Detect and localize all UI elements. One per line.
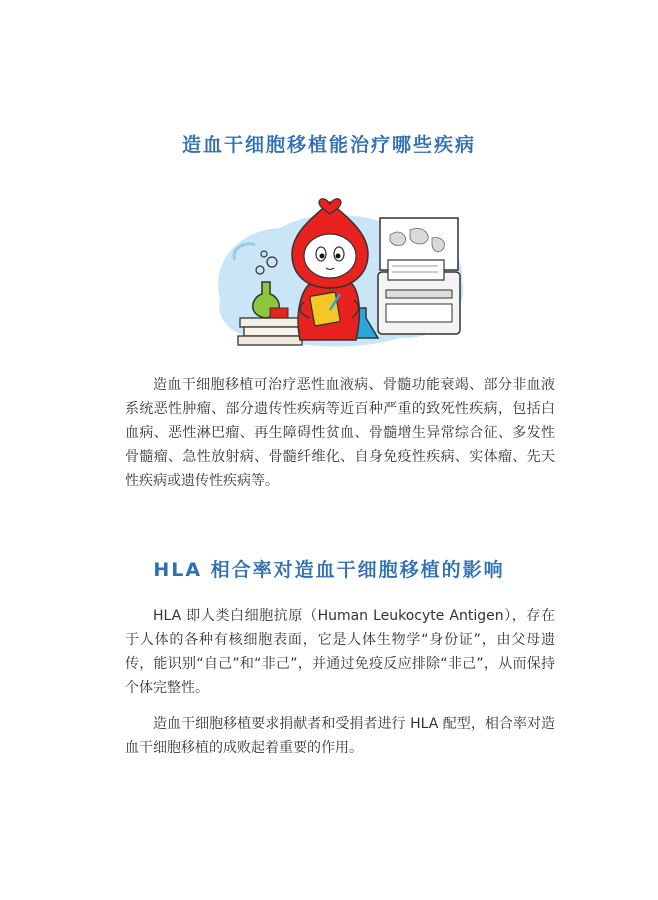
mascot-illustration <box>200 190 480 360</box>
section-title-diseases: 造血干细胞移植能治疗哪些疾病 <box>181 134 476 156</box>
book-stack-icon <box>238 318 302 345</box>
section-title-hla: HLA 相合率对造血干细胞移植的影响 <box>153 559 505 581</box>
hla-paragraph-1: HLA 即人类白细胞抗原（Human Leukocyte Antigen），存在于人体的各种有核细胞表面，它是人体生物学“身份证”，由父母遗传，能识别“自己”和“非己”，并通过免疫反应排除“非己”，从而保持个体完整性。 <box>125 608 555 696</box>
diseases-paragraph: 造血干细胞移植可治疗恶性血液病、骨髓功能衰竭、部分非血液系统恶性肿瘤、部分遗传性疾病等近百种严重的致死性疾病，包括白血病、恶性淋巴瘤、再生障碍性贫血、骨髓增生异常综合征、多发性骨髓瘤、急性放射病、骨髓纤维化、自身免疫性疾病、实体瘤、先天性疾病或遗传性疾病等。 <box>125 377 555 489</box>
hla-paragraph-2: 造血干细胞移植要求捐献者和受捐者进行 HLA 配型，相合率对造血干细胞移植的成败起着重要的作用。 <box>125 716 555 756</box>
